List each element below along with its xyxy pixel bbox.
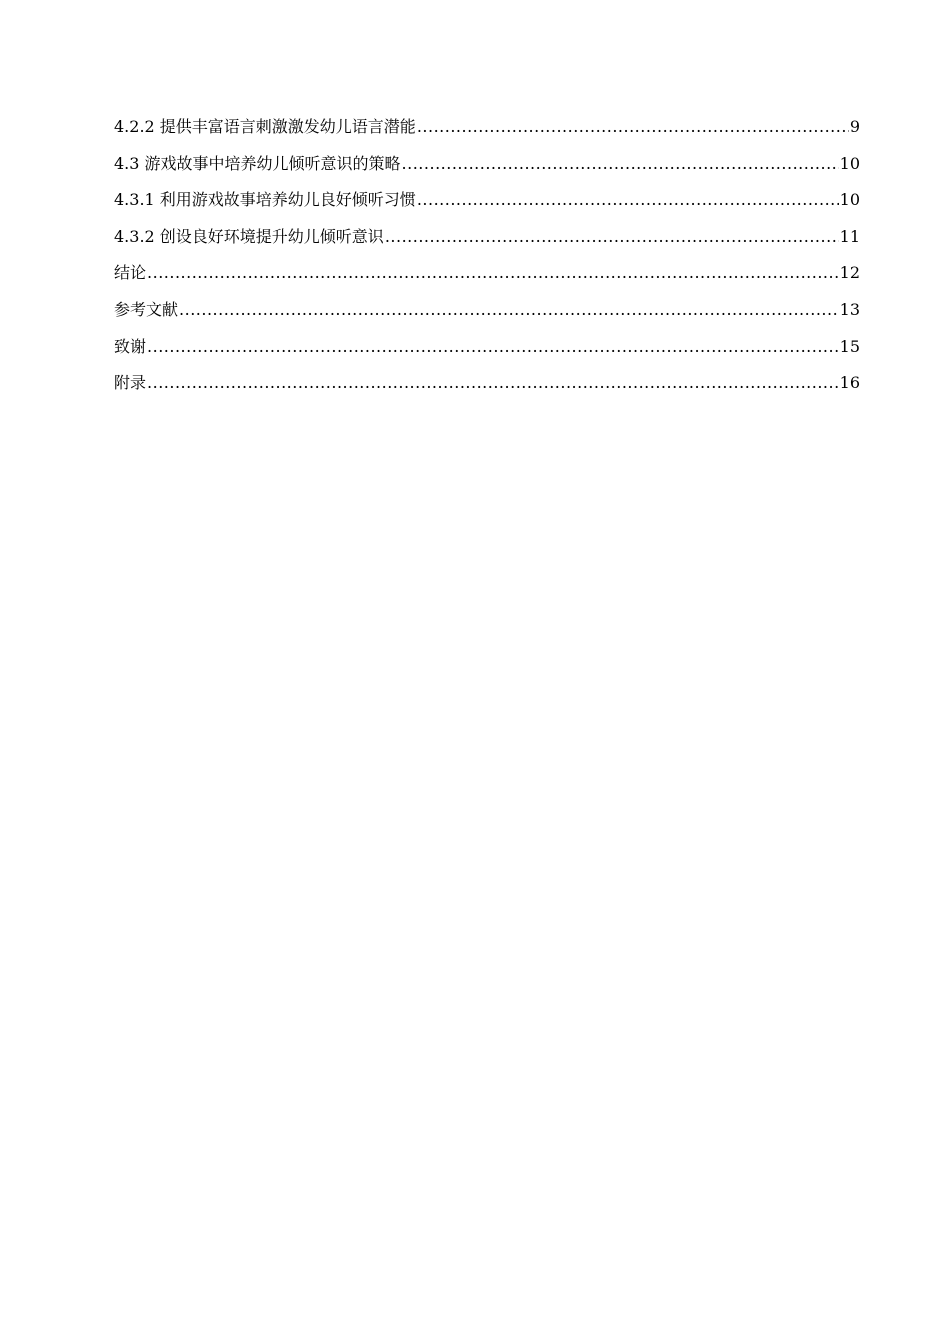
toc-entry-label: 附录 (114, 373, 147, 393)
toc-entry-4-2-2[interactable] (114, 114, 860, 151)
toc-dot-leader (147, 373, 839, 392)
toc-entry-4-3-1[interactable] (114, 187, 860, 224)
toc-dot-leader (385, 227, 839, 246)
toc-entry-label: 4.3 游戏故事中培养幼儿倾听意识的策略 (114, 153, 401, 173)
toc-entry-references[interactable] (114, 297, 860, 334)
toc-dot-leader (147, 337, 839, 356)
toc-entry-appendix[interactable] (114, 370, 860, 407)
toc-entry-page-number: 15 (839, 336, 860, 356)
toc-dot-leader (147, 263, 839, 282)
toc-entry-label: 结论 (114, 263, 147, 283)
toc-entry-label: 参考文献 (114, 299, 179, 319)
toc-entry-label: 致谢 (114, 336, 147, 356)
toc-dot-leader (402, 154, 839, 173)
toc-entry-4-3[interactable] (114, 151, 860, 188)
toc-entry-page-number: 13 (839, 299, 860, 319)
toc-dot-leader (417, 117, 849, 136)
toc-entry-4-3-2[interactable] (114, 224, 860, 261)
toc-entry-label: 4.3.2 创设良好环境提升幼儿倾听意识 (114, 226, 384, 246)
toc-entry-page-number: 10 (839, 190, 860, 210)
toc-entry-page-number: 11 (839, 226, 860, 246)
toc-entry-label: 4.3.1 利用游戏故事培养幼儿良好倾听习惯 (114, 190, 416, 210)
toc-entry-page-number: 9 (849, 117, 860, 136)
toc-entry-label: 4.2.2 提供丰富语言刺激激发幼儿语言潜能 (114, 117, 416, 136)
toc-entry-conclusion[interactable] (114, 260, 860, 297)
toc-entry-page-number: 16 (839, 373, 860, 393)
toc-entry-page-number: 12 (839, 263, 860, 283)
toc-entry-page-number: 10 (839, 153, 860, 173)
toc-dot-leader (417, 190, 839, 209)
toc-entry-acknowledgements[interactable] (114, 334, 860, 371)
toc-dot-leader (179, 300, 839, 319)
table-of-contents (114, 114, 860, 407)
